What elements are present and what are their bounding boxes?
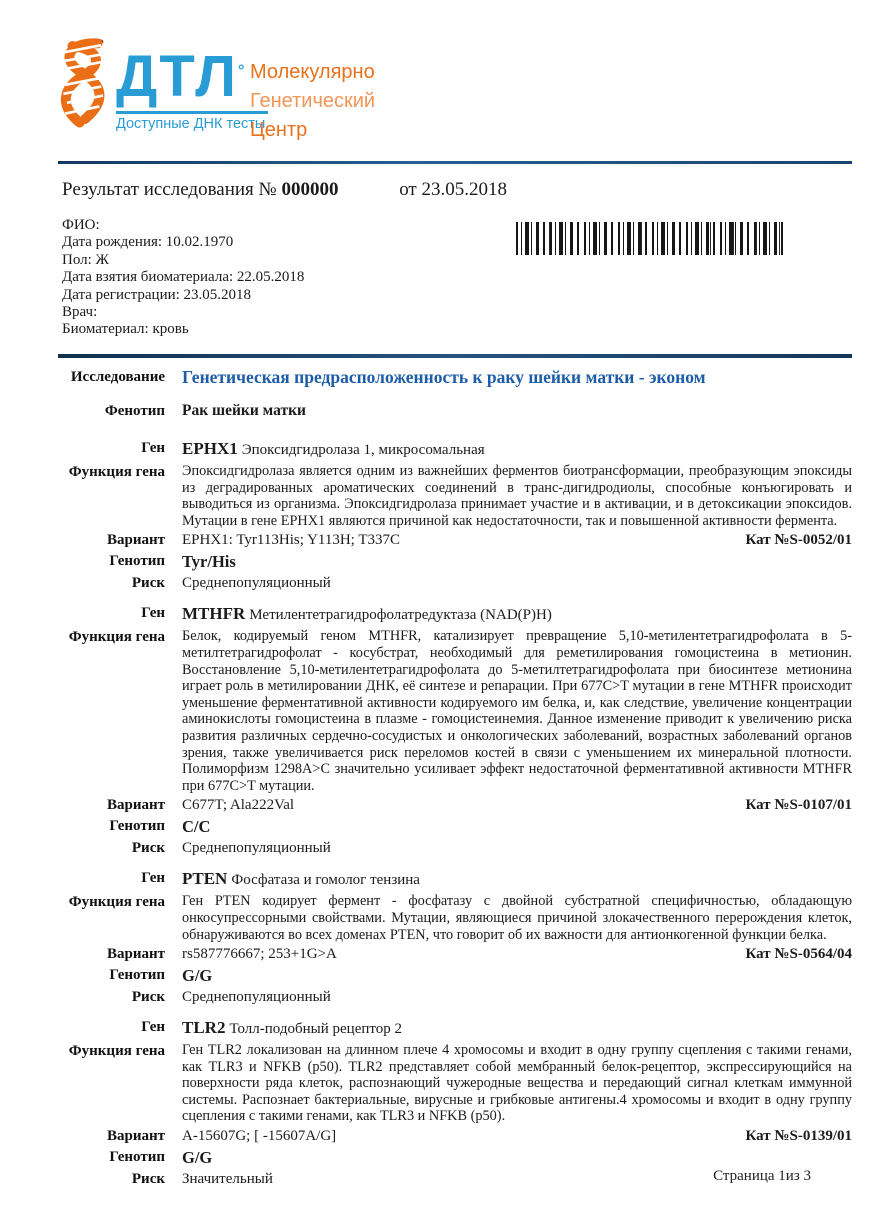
gene-label: Ген (141, 440, 165, 456)
patient-line-registration-date: Дата регистрации: 23.05.2018 (62, 286, 252, 303)
gene-function-text: Ген PTEN кодирует фермент - фосфатазу с двойной субстратной специфичностью, обладающую онкосупрессорными свойствами. Мутации, являющиеся причиной злокачественного перерождения клеток, обнаруживаются во всех доменах PTEN, что говорит об их важности для антионкогенной функции белка. (182, 893, 852, 943)
report-title-prefix: Результат исследования № (62, 179, 277, 200)
variant-label: Вариант (106, 532, 165, 549)
gene-section-pten (58, 868, 852, 1007)
tagline-line-1: Молекулярно (250, 61, 375, 83)
page-number: Страница 1из 3 (713, 1168, 811, 1184)
catalog-number: Кат №S-0107/01 (745, 797, 852, 814)
gene-row (58, 868, 852, 891)
risk-row (58, 574, 852, 593)
barcode (516, 222, 788, 255)
gene-function-row (58, 1042, 852, 1125)
variant-value: rs587776667; 253+1G>A (182, 946, 337, 963)
gene-fullname: Фосфатаза и гомолог тензина (231, 872, 420, 889)
section-divider (58, 354, 852, 358)
variant-row (58, 1127, 852, 1146)
patient-line-sex: Пол: Ж (62, 251, 109, 268)
dna-helix-icon (58, 34, 112, 132)
variant-label: Вариант (106, 946, 165, 963)
gene-fullname: Метилентетрагидрофолатредуктаза (NAD(P)H) (249, 607, 552, 624)
gene-function-text: Белок, кодируемый геном MTHFR, катализирует превращение 5,10-метилентетрагидрофолата в 5-метилтетрагидрофолат - косубстрат, необходимый для реметилирования гомоцистеина в метионин. Восстановление 5,10-метилентетрагидрофолата до 5-метилтетрагидрофолата при биосинтезе метионина играет роль в метилировании ДНК, её синтезе и репарации. При 677C>T мутации в гене MTHFR происходит уменьшение ферментативной активности кодируемого им белка, и, как следствие, увеличение концентрации аминокислоты гомоцистеина в плазме - гомоцистеинемия. Данное изменение приводит к увеличению риска развития различных сердечно-сосудистых и онкологических заболеваний, возрастных заболеваний органов зрения, также увеличивается риск переломов костей в связи с уменьшением их минеральной плотности. Полиморфизм 1298A>C значительно усиливает эффект недостаточной ферментативной активности MTHFR при 677C>T мутации. (182, 628, 852, 794)
header-divider (58, 161, 852, 164)
variant-label: Вариант (106, 797, 165, 814)
risk-value: Среднепопуляционный (182, 840, 331, 857)
gene-row (58, 1017, 852, 1040)
phenotype-label: Фенотип (104, 403, 165, 419)
genotype-row (58, 966, 852, 986)
report-title (62, 179, 507, 201)
variant-row (58, 531, 852, 550)
risk-label: Риск (131, 989, 165, 1006)
gene-function-row (58, 463, 852, 529)
risk-row (58, 988, 852, 1007)
dtl-logo (58, 34, 376, 141)
patient-line-doctor: Врач: (62, 304, 98, 321)
catalog-number: Кат №S-0052/01 (745, 532, 852, 549)
logo-tagline (250, 58, 375, 145)
gene-label: Ген (141, 870, 165, 887)
gene-function-text: Эпоксидгидролаза является одним из важнейших ферментов биотрансформации, преобразующим эпоксиды из деградированных ароматических соединений в транс-дигидродиолы, способные конъюгировать и выводиться из организма. Эпоксидгидролаза принимает участие и в активации, и в детоксикации эпоксидов. Мутации в гене EPHX1 являются причиной как недостаточности, так и повышенной активности фермента. (182, 463, 852, 529)
variant-value: EPHX1: Tyr113His; Y113H; T337C (182, 532, 400, 549)
gene-fullname: Эпоксидгидролаза 1, микросомальная (241, 442, 485, 458)
catalog-number: Кат №S-0139/01 (745, 1128, 852, 1145)
gene-function-label: Функция гена (68, 464, 165, 480)
tagline-line-3: Центр (250, 119, 308, 141)
risk-row (58, 839, 852, 858)
genotype-label: Генотип (109, 967, 165, 984)
gene-symbol: EPHX1 (182, 439, 238, 458)
logo-subtitle: Доступные ДНК тесты (116, 111, 268, 132)
variant-label: Вариант (106, 1128, 165, 1145)
gene-function-label: Функция гена (68, 1043, 165, 1060)
gene-symbol: PTEN (182, 869, 228, 889)
phenotype-value: Рак шейки матки (182, 402, 306, 419)
genotype-row (58, 552, 852, 572)
gene-function-text: Ген TLR2 локализован на длинном плече 4 хромосомы и входит в одну группу сцепления с такими генами, как TLR3 и NFKB (p50). TLR2 представляет собой мембранный белок-рецептор, экспрессирующийся на поверхности ряда клеток, распознающий чужеродные вещества и передающий сигнал клеткам иммунной системы. Распознает бактериальные, вирусные и грибковые антигены.4 хромосомы и входит в одну группу сцепления с такими генами, как TLR3 и NFKB (p50). (182, 1042, 852, 1125)
risk-value: Среднепопуляционный (182, 989, 331, 1006)
patient-info (62, 217, 304, 339)
report-date: от 23.05.2018 (399, 179, 507, 200)
gene-function-label: Функция гена (68, 894, 165, 911)
patient-line-biomaterial: Биоматериал: кровь (62, 321, 189, 338)
study-name: Генетическая предрасположенность к раку шейки матки - эконом (182, 367, 706, 387)
study-label: Исследование (70, 369, 165, 385)
genotype-value: Tyr/His (182, 552, 236, 572)
gene-symbol: TLR2 (182, 1018, 226, 1038)
variant-row (58, 796, 852, 815)
genotype-value: G/G (182, 1148, 213, 1168)
tagline-line-2: Генетический (250, 90, 376, 112)
risk-label: Риск (131, 575, 165, 592)
patient-line-fio: ФИО: (62, 217, 100, 233)
gene-fullname: Толл-подобный рецептор 2 (229, 1021, 402, 1038)
study-row (58, 366, 852, 388)
gene-section-ephx1 (58, 438, 852, 593)
genotype-value: C/C (182, 817, 211, 837)
report-number: 000000 (281, 179, 339, 200)
risk-label: Риск (131, 1171, 165, 1188)
gene-function-row (58, 893, 852, 943)
risk-value: Среднепопуляционный (182, 575, 331, 592)
gene-section-mthfr (58, 603, 852, 858)
genotype-label: Генотип (109, 1149, 165, 1166)
genotype-row (58, 1148, 852, 1168)
risk-value: Значительный (182, 1171, 273, 1188)
gene-section-tlr2 (58, 1017, 852, 1189)
genotype-label: Генотип (109, 553, 165, 570)
variant-row (58, 945, 852, 964)
risk-label: Риск (131, 840, 165, 857)
gene-label: Ген (141, 605, 165, 622)
genotype-row (58, 817, 852, 837)
genotype-value: G/G (182, 966, 213, 986)
patient-line-sampling-date: Дата взятия биоматериала: 22.05.2018 (62, 269, 305, 286)
logo-registered-mark: ° (238, 62, 247, 80)
logo-acronym: ДТЛ° (116, 44, 247, 109)
logo-text-block (116, 34, 376, 141)
variant-value: A-15607G; [ -15607A/G] (182, 1128, 337, 1145)
gene-function-row (58, 628, 852, 794)
results-content (58, 366, 852, 1191)
gene-symbol: MTHFR (182, 604, 246, 624)
gene-function-label: Функция гена (68, 629, 165, 646)
gene-row (58, 603, 852, 626)
catalog-number: Кат №S-0564/04 (745, 946, 852, 963)
genotype-label: Генотип (109, 818, 165, 835)
phenotype-row (58, 400, 852, 422)
variant-value: C677T; Ala222Val (182, 797, 295, 814)
gene-row (58, 438, 852, 461)
gene-label: Ген (141, 1019, 165, 1036)
patient-line-birthdate: Дата рождения: 10.02.1970 (62, 234, 234, 251)
